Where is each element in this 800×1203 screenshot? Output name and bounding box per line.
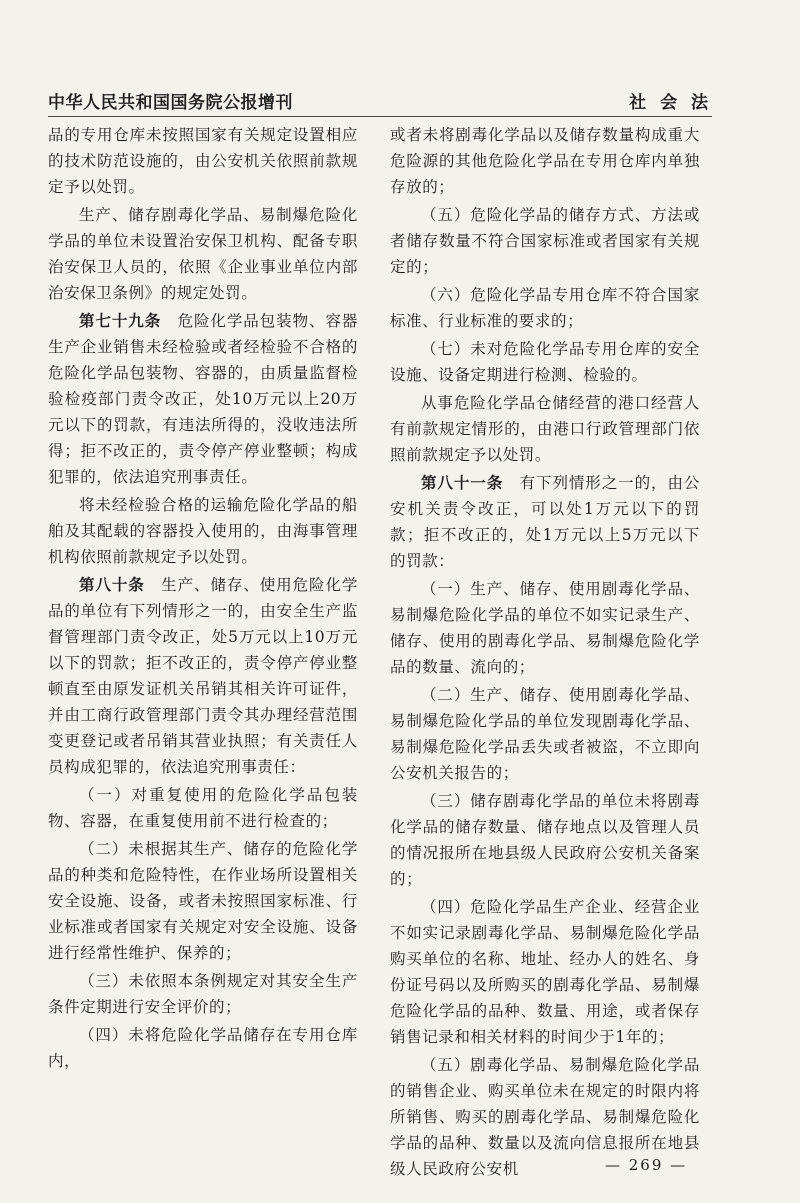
paragraph-text: （一）生产、储存、使用剧毒化学品、易制爆危险化学品的单位不如实记录生产、储存、使用的剧毒化学品、易制爆危险化学品的数量、流向的；: [390, 580, 700, 676]
paragraph: [390, 202, 700, 280]
paragraph: [390, 788, 700, 892]
paragraph-text: 将未经检验合格的运输危险化学品的船舶及其配载的容器投入使用的，由海事管理机构依照前款规定予以处罚。: [48, 496, 358, 566]
paragraph-text: （三）未依照本条例规定对其安全生产条件定期进行安全评价的；: [48, 972, 358, 1016]
paragraph-text: 生产、储存剧毒化学品、易制爆危险化学品的单位未设置治安保卫机构、配备专职治安保卫人员的，依照《企业事业单位内部治安保卫条例》的规定处罚。: [48, 206, 358, 302]
paragraph: [48, 202, 358, 306]
paragraph-text: （二）未根据其生产、储存的危险化学品的种类和危险特性，在作业场所设置相关安全设施、设备，或者未按照国家标准、行业标准或者国家有关规定对安全设施、设备进行经常性维护、保养的；: [48, 840, 358, 962]
paragraph: [48, 782, 358, 834]
paragraph-text: （一）对重复使用的危险化学品包装物、容器，在重复使用前不进行检查的；: [48, 786, 358, 830]
page-header: [48, 78, 712, 118]
paragraph: [48, 572, 358, 780]
paragraph-text: 或者未将剧毒化学品以及储存数量构成重大危险源的其他危险化学品在专用仓库内单独存放的；: [390, 126, 700, 196]
left-column: [48, 122, 358, 1076]
paragraph-text: 生产、储存、使用危险化学品的单位有下列情形之一的，由安全生产监督管理部门责令改正，处5万元以上10万元以下的罚款；拒不改正的，责令停产停业整顿直至由原发证机关吊销其相关许可证件，并由工商行政管理部门责令其办理经营范围变更登记或者吊销其营业执照；有关责任人员构成犯罪的，依法追究刑事责任：: [48, 576, 359, 776]
paragraph-text: （五）危险化学品的储存方式、方法或者储存数量不符合国家标准或者国家有关规定的；: [390, 206, 700, 276]
paragraph: [390, 122, 700, 200]
paragraph: [390, 894, 700, 1050]
paragraph-text: （六）危险化学品专用仓库不符合国家标准、行业标准的要求的；: [390, 286, 700, 330]
article-heading: 第八十条: [79, 575, 145, 594]
paragraph: [390, 390, 700, 468]
paragraph: [48, 1022, 358, 1074]
paragraph: [390, 336, 700, 388]
paragraph: [390, 576, 700, 680]
paragraph: [390, 682, 700, 786]
page-number: — 269 —: [605, 1156, 688, 1174]
paragraph-text: （四）危险化学品生产企业、经营企业不如实记录剧毒化学品、易制爆危险化学品购买单位的名称、地址、经办人的姓名、身份证号码以及所购买的剧毒化学品、易制爆危险化学品的品种、数量、用途，或者保存销售记录和相关材料的时间少于1年的；: [390, 898, 700, 1046]
paragraph-text: （四）未将危险化学品储存在专用仓库内，: [48, 1026, 358, 1070]
paragraph-text: 品的专用仓库未按照国家有关规定设置相应的技术防范设施的，由公安机关依照前款规定予以处罚。: [48, 126, 358, 196]
paragraph-text: （二）生产、储存、使用剧毒化学品、易制爆危险化学品的单位发现剧毒化学品、易制爆危险化学品丢失或者被盗，不立即向公安机关报告的；: [390, 686, 700, 782]
paragraph-text: （七）未对危险化学品专用仓库的安全设施、设备定期进行检测、检验的。: [390, 340, 700, 384]
paragraph: [48, 492, 358, 570]
paragraph-text: 有下列情形之一的，由公安机关责令改正，可以处1万元以下的罚款；拒不改正的，处1万元以上5万元以下的罚款：: [390, 474, 700, 570]
paragraph: [48, 968, 358, 1020]
paragraph-text: 从事危险化学品仓储经营的港口经营人有前款规定情形的，由港口行政管理部门依照前款规定予以处罚。: [390, 394, 700, 464]
paragraph-text: （三）储存剧毒化学品的单位未将剧毒化学品的储存数量、储存地点以及管理人员的情况报所在地县级人民政府公安机关备案的；: [390, 792, 700, 888]
header-rule: [48, 116, 712, 117]
publication-title: 中华人民共和国国务院公报增刊: [48, 93, 293, 113]
right-column: [390, 122, 700, 1184]
paragraph: [48, 122, 358, 200]
paragraph: [390, 282, 700, 334]
paragraph-text: （五）剧毒化学品、易制爆危险化学品的销售企业、购买单位未在规定的时限内将所销售、购买的剧毒化学品、易制爆危险化学品的品种、数量以及流向信息报所在地县级人民政府公安机: [390, 1056, 700, 1178]
paragraph: [390, 470, 700, 574]
article-heading: 第七十九条: [79, 311, 162, 330]
article-heading: 第八十一条: [421, 473, 504, 492]
paragraph: [48, 308, 358, 490]
paragraph-text: 危险化学品包装物、容器生产企业销售未经检验或者经检验不合格的危险化学品包装物、容器的，由质量监督检验检疫部门责令改正，处10万元以上20万元以下的罚款，有违法所得的，没收违法所得；拒不改正的，责令停产停业整顿；构成犯罪的，依法追究刑事责任。: [48, 312, 358, 486]
paragraph: [48, 836, 358, 966]
section-title: 社 会 法: [629, 93, 712, 113]
